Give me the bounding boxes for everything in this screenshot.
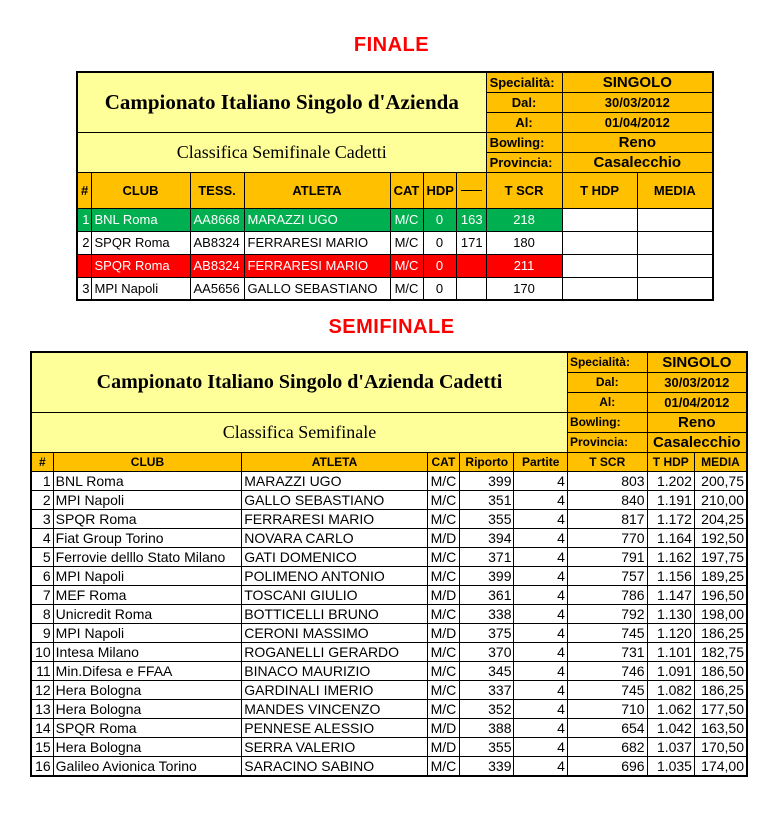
cell-media [637, 208, 713, 231]
column-header: CLUB [53, 452, 242, 471]
cell-club: BNL Roma [53, 471, 242, 490]
finale-info-value: 30/03/2012 [562, 92, 713, 112]
table-row [31, 490, 747, 509]
cell-atleta: GARDINALI IMERIO [242, 680, 428, 699]
finale-info-value: SINGOLO [562, 72, 713, 92]
cell-media [637, 231, 713, 254]
cell-pos: 13 [31, 699, 53, 718]
finale-info-value: Casalecchio [562, 152, 713, 172]
cell-club: SPQR Roma [53, 718, 242, 737]
semifinale-info-label: Provincia: [567, 432, 647, 452]
cell-atleta: GALLO SEBASTIANO [242, 490, 428, 509]
table-row [31, 547, 747, 566]
cell-thdp: 1.191 [647, 490, 694, 509]
column-header: CAT [390, 172, 423, 208]
finale-subtitle: Classifica Semifinale Cadetti [77, 132, 486, 172]
finale-table [76, 71, 714, 301]
cell-partite: 4 [514, 585, 567, 604]
cell-pos: 7 [31, 585, 53, 604]
cell-cat: M/C [427, 661, 459, 680]
cell-club: Ferrovie delllo Stato Milano [53, 547, 242, 566]
cell-media: 163,50 [694, 718, 747, 737]
cell-thdp: 1.062 [647, 699, 694, 718]
column-header: TESS. [190, 172, 244, 208]
cell-tscr: 840 [567, 490, 647, 509]
cell-media: 196,50 [694, 585, 747, 604]
cell-tscr: 682 [567, 737, 647, 756]
table-row [31, 471, 747, 490]
column-header [456, 172, 486, 208]
cell-riporto: 337 [460, 680, 514, 699]
cell-pos: 11 [31, 661, 53, 680]
cell-partite: 4 [514, 490, 567, 509]
cell-hdp: 0 [423, 231, 456, 254]
cell-extra [456, 277, 486, 300]
semifinale-info-label: Specialità: [567, 352, 647, 372]
semifinale-info-value: 30/03/2012 [647, 372, 747, 392]
cell-thdp: 1.042 [647, 718, 694, 737]
cell-partite: 4 [514, 661, 567, 680]
cell-atleta: FERRARESI MARIO [244, 254, 390, 277]
cell-thdp [562, 208, 637, 231]
cell-partite: 4 [514, 642, 567, 661]
finale-info-label: Specialità: [486, 72, 562, 92]
cell-tscr: 770 [567, 528, 647, 547]
cell-riporto: 388 [460, 718, 514, 737]
semifinale-info-label: Bowling: [567, 412, 647, 432]
cell-riporto: 345 [460, 661, 514, 680]
cell-partite: 4 [514, 699, 567, 718]
cell-partite: 4 [514, 547, 567, 566]
cell-tscr: 817 [567, 509, 647, 528]
cell-cat: M/D [427, 623, 459, 642]
finale-info-label: Bowling: [486, 132, 562, 152]
cell-atleta: BOTTICELLI BRUNO [242, 604, 428, 623]
column-header: ATLETA [242, 452, 428, 471]
semifinale-info-value: 01/04/2012 [647, 392, 747, 412]
table-row [31, 699, 747, 718]
cell-cat: M/D [427, 585, 459, 604]
cell-media: 182,75 [694, 642, 747, 661]
cell-atleta: PENNESE ALESSIO [242, 718, 428, 737]
cell-atleta: MARAZZI UGO [244, 208, 390, 231]
cell-atleta: FERRARESI MARIO [244, 231, 390, 254]
cell-cat: M/C [427, 490, 459, 509]
cell-tess: AA8668 [190, 208, 244, 231]
semifinale-info-value: Reno [647, 412, 747, 432]
cell-media: 192,50 [694, 528, 747, 547]
cell-club: Hera Bologna [53, 737, 242, 756]
table-row [31, 661, 747, 680]
cell-media: 174,00 [694, 756, 747, 776]
cell-riporto: 351 [460, 490, 514, 509]
cell-atleta: CERONI MASSIMO [242, 623, 428, 642]
cell-thdp: 1.156 [647, 566, 694, 585]
cell-riporto: 338 [460, 604, 514, 623]
cell-media: 177,50 [694, 699, 747, 718]
cell-pos: 6 [31, 566, 53, 585]
cell-thdp: 1.035 [647, 756, 694, 776]
table-row [31, 718, 747, 737]
cell-atleta: SARACINO SABINO [242, 756, 428, 776]
cell-tscr: 180 [486, 231, 562, 254]
cell-tscr: 786 [567, 585, 647, 604]
semifinale-heading: SEMIFINALE [328, 316, 455, 338]
cell-partite: 4 [514, 528, 567, 547]
finale-info-label: Provincia: [486, 152, 562, 172]
cell-media [637, 254, 713, 277]
cell-thdp: 1.082 [647, 680, 694, 699]
semifinale-subtitle: Classifica Semifinale [31, 412, 567, 452]
cell-club: Unicredit Roma [53, 604, 242, 623]
table-row [31, 604, 747, 623]
cell-tess: AA5656 [190, 277, 244, 300]
cell-media: 200,75 [694, 471, 747, 490]
cell-tscr: 731 [567, 642, 647, 661]
cell-partite: 4 [514, 604, 567, 623]
cell-tscr: 696 [567, 756, 647, 776]
cell-media: 198,00 [694, 604, 747, 623]
column-header: MEDIA [637, 172, 713, 208]
header-dash [461, 190, 482, 191]
table-row [31, 623, 747, 642]
table-row [31, 642, 747, 661]
cell-thdp: 1.101 [647, 642, 694, 661]
cell-club: Hera Bologna [53, 680, 242, 699]
cell-pos [77, 254, 91, 277]
cell-atleta: TOSCANI GIULIO [242, 585, 428, 604]
cell-media: 186,25 [694, 680, 747, 699]
cell-cat: M/D [427, 718, 459, 737]
finale-info-value: Reno [562, 132, 713, 152]
cell-partite: 4 [514, 566, 567, 585]
cell-tscr: 218 [486, 208, 562, 231]
cell-pos: 3 [31, 509, 53, 528]
cell-riporto: 399 [460, 566, 514, 585]
semifinale-title: Campionato Italiano Singolo d'Azienda Cadetti [31, 352, 567, 412]
cell-media [637, 277, 713, 300]
cell-pos: 14 [31, 718, 53, 737]
cell-pos: 3 [77, 277, 91, 300]
column-header: HDP [423, 172, 456, 208]
cell-thdp [562, 254, 637, 277]
cell-extra: 163 [456, 208, 486, 231]
semifinale-info-value: Casalecchio [647, 432, 747, 452]
cell-tess: AB8324 [190, 231, 244, 254]
cell-cat: M/C [427, 566, 459, 585]
cell-pos: 12 [31, 680, 53, 699]
cell-media: 204,25 [694, 509, 747, 528]
cell-pos: 5 [31, 547, 53, 566]
table-row [31, 509, 747, 528]
cell-atleta: MARAZZI UGO [242, 471, 428, 490]
table-row [31, 566, 747, 585]
semifinale-info-label: Dal: [567, 372, 647, 392]
table-row [31, 585, 747, 604]
cell-club: MPI Napoli [53, 566, 242, 585]
cell-partite: 4 [514, 737, 567, 756]
cell-pos: 10 [31, 642, 53, 661]
cell-cat: M/C [427, 680, 459, 699]
cell-riporto: 339 [460, 756, 514, 776]
cell-riporto: 399 [460, 471, 514, 490]
cell-club: SPQR Roma [53, 509, 242, 528]
cell-media: 170,50 [694, 737, 747, 756]
cell-hdp: 0 [423, 208, 456, 231]
cell-thdp: 1.130 [647, 604, 694, 623]
cell-club: Fiat Group Torino [53, 528, 242, 547]
cell-thdp: 1.164 [647, 528, 694, 547]
column-header: CLUB [91, 172, 190, 208]
cell-club: MEF Roma [53, 585, 242, 604]
column-header: T HDP [562, 172, 637, 208]
cell-cat: M/C [427, 699, 459, 718]
column-header: MEDIA [694, 452, 747, 471]
cell-cat: M/C [427, 471, 459, 490]
table-row [77, 254, 713, 277]
cell-atleta: ROGANELLI GERARDO [242, 642, 428, 661]
cell-cat: M/C [427, 756, 459, 776]
cell-thdp: 1.172 [647, 509, 694, 528]
cell-tscr: 654 [567, 718, 647, 737]
cell-riporto: 375 [460, 623, 514, 642]
cell-thdp: 1.091 [647, 661, 694, 680]
cell-pos: 1 [77, 208, 91, 231]
cell-pos: 8 [31, 604, 53, 623]
finale-info-value: 01/04/2012 [562, 112, 713, 132]
cell-tscr: 710 [567, 699, 647, 718]
cell-thdp: 1.120 [647, 623, 694, 642]
cell-tscr: 170 [486, 277, 562, 300]
cell-partite: 4 [514, 509, 567, 528]
cell-partite: 4 [514, 680, 567, 699]
cell-cat: M/C [427, 642, 459, 661]
column-header: T SCR [486, 172, 562, 208]
cell-pos: 2 [77, 231, 91, 254]
column-header: Riporto [460, 452, 514, 471]
table-row [31, 737, 747, 756]
cell-riporto: 370 [460, 642, 514, 661]
cell-media: 189,25 [694, 566, 747, 585]
cell-thdp: 1.037 [647, 737, 694, 756]
cell-cat: M/C [390, 231, 423, 254]
cell-club: MPI Napoli [53, 623, 242, 642]
cell-partite: 4 [514, 718, 567, 737]
column-header: T SCR [567, 452, 647, 471]
table-row [31, 528, 747, 547]
cell-tscr: 803 [567, 471, 647, 490]
cell-cat: M/C [427, 509, 459, 528]
cell-club: Galileo Avionica Torino [53, 756, 242, 776]
cell-thdp [562, 277, 637, 300]
cell-cat: M/C [427, 604, 459, 623]
cell-pos: 16 [31, 756, 53, 776]
cell-atleta: GALLO SEBASTIANO [244, 277, 390, 300]
cell-cat: M/C [427, 547, 459, 566]
cell-atleta: BINACO MAURIZIO [242, 661, 428, 680]
cell-partite: 4 [514, 471, 567, 490]
cell-atleta: SERRA VALERIO [242, 737, 428, 756]
cell-cat: M/D [427, 737, 459, 756]
cell-thdp: 1.147 [647, 585, 694, 604]
cell-riporto: 355 [460, 737, 514, 756]
cell-media: 186,25 [694, 623, 747, 642]
cell-cat: M/C [390, 208, 423, 231]
cell-tscr: 745 [567, 623, 647, 642]
cell-cat: M/C [390, 277, 423, 300]
cell-extra: 171 [456, 231, 486, 254]
cell-club: Hera Bologna [53, 699, 242, 718]
cell-riporto: 355 [460, 509, 514, 528]
cell-atleta: GATI DOMENICO [242, 547, 428, 566]
cell-tscr: 211 [486, 254, 562, 277]
cell-club: SPQR Roma [91, 254, 190, 277]
table-row [77, 277, 713, 300]
cell-media: 186,50 [694, 661, 747, 680]
cell-tscr: 746 [567, 661, 647, 680]
cell-club: MPI Napoli [53, 490, 242, 509]
cell-atleta: MANDES VINCENZO [242, 699, 428, 718]
cell-atleta: FERRARESI MARIO [242, 509, 428, 528]
table-row [77, 231, 713, 254]
cell-riporto: 371 [460, 547, 514, 566]
cell-atleta: POLIMENO ANTONIO [242, 566, 428, 585]
semifinale-table [30, 351, 748, 777]
cell-hdp: 0 [423, 254, 456, 277]
finale-heading: FINALE [353, 34, 430, 56]
column-header: T HDP [647, 452, 694, 471]
cell-thdp: 1.202 [647, 471, 694, 490]
column-header: Partite [514, 452, 567, 471]
cell-pos: 9 [31, 623, 53, 642]
cell-cat: M/D [427, 528, 459, 547]
cell-club: BNL Roma [91, 208, 190, 231]
column-header: ATLETA [244, 172, 390, 208]
column-header: # [31, 452, 53, 471]
cell-cat: M/C [390, 254, 423, 277]
finale-title: Campionato Italiano Singolo d'Azienda [77, 72, 486, 132]
finale-info-label: Al: [486, 112, 562, 132]
cell-club: Min.Difesa e FFAA [53, 661, 242, 680]
cell-riporto: 361 [460, 585, 514, 604]
cell-tscr: 791 [567, 547, 647, 566]
column-header: CAT [427, 452, 459, 471]
cell-riporto: 352 [460, 699, 514, 718]
cell-tscr: 745 [567, 680, 647, 699]
cell-riporto: 394 [460, 528, 514, 547]
cell-tscr: 757 [567, 566, 647, 585]
cell-pos: 2 [31, 490, 53, 509]
cell-hdp: 0 [423, 277, 456, 300]
cell-media: 197,75 [694, 547, 747, 566]
cell-thdp: 1.162 [647, 547, 694, 566]
semifinale-info-value: SINGOLO [647, 352, 747, 372]
cell-thdp [562, 231, 637, 254]
cell-pos: 1 [31, 471, 53, 490]
cell-tscr: 792 [567, 604, 647, 623]
cell-partite: 4 [514, 623, 567, 642]
semifinale-info-label: Al: [567, 392, 647, 412]
cell-partite: 4 [514, 756, 567, 776]
cell-pos: 4 [31, 528, 53, 547]
table-row [31, 756, 747, 776]
cell-pos: 15 [31, 737, 53, 756]
table-row [77, 208, 713, 231]
table-row [31, 680, 747, 699]
column-header: # [77, 172, 91, 208]
cell-atleta: NOVARA CARLO [242, 528, 428, 547]
cell-club: SPQR Roma [91, 231, 190, 254]
cell-media: 210,00 [694, 490, 747, 509]
cell-club: Intesa Milano [53, 642, 242, 661]
cell-club: MPI Napoli [91, 277, 190, 300]
cell-tess: AB8324 [190, 254, 244, 277]
finale-info-label: Dal: [486, 92, 562, 112]
cell-extra [456, 254, 486, 277]
